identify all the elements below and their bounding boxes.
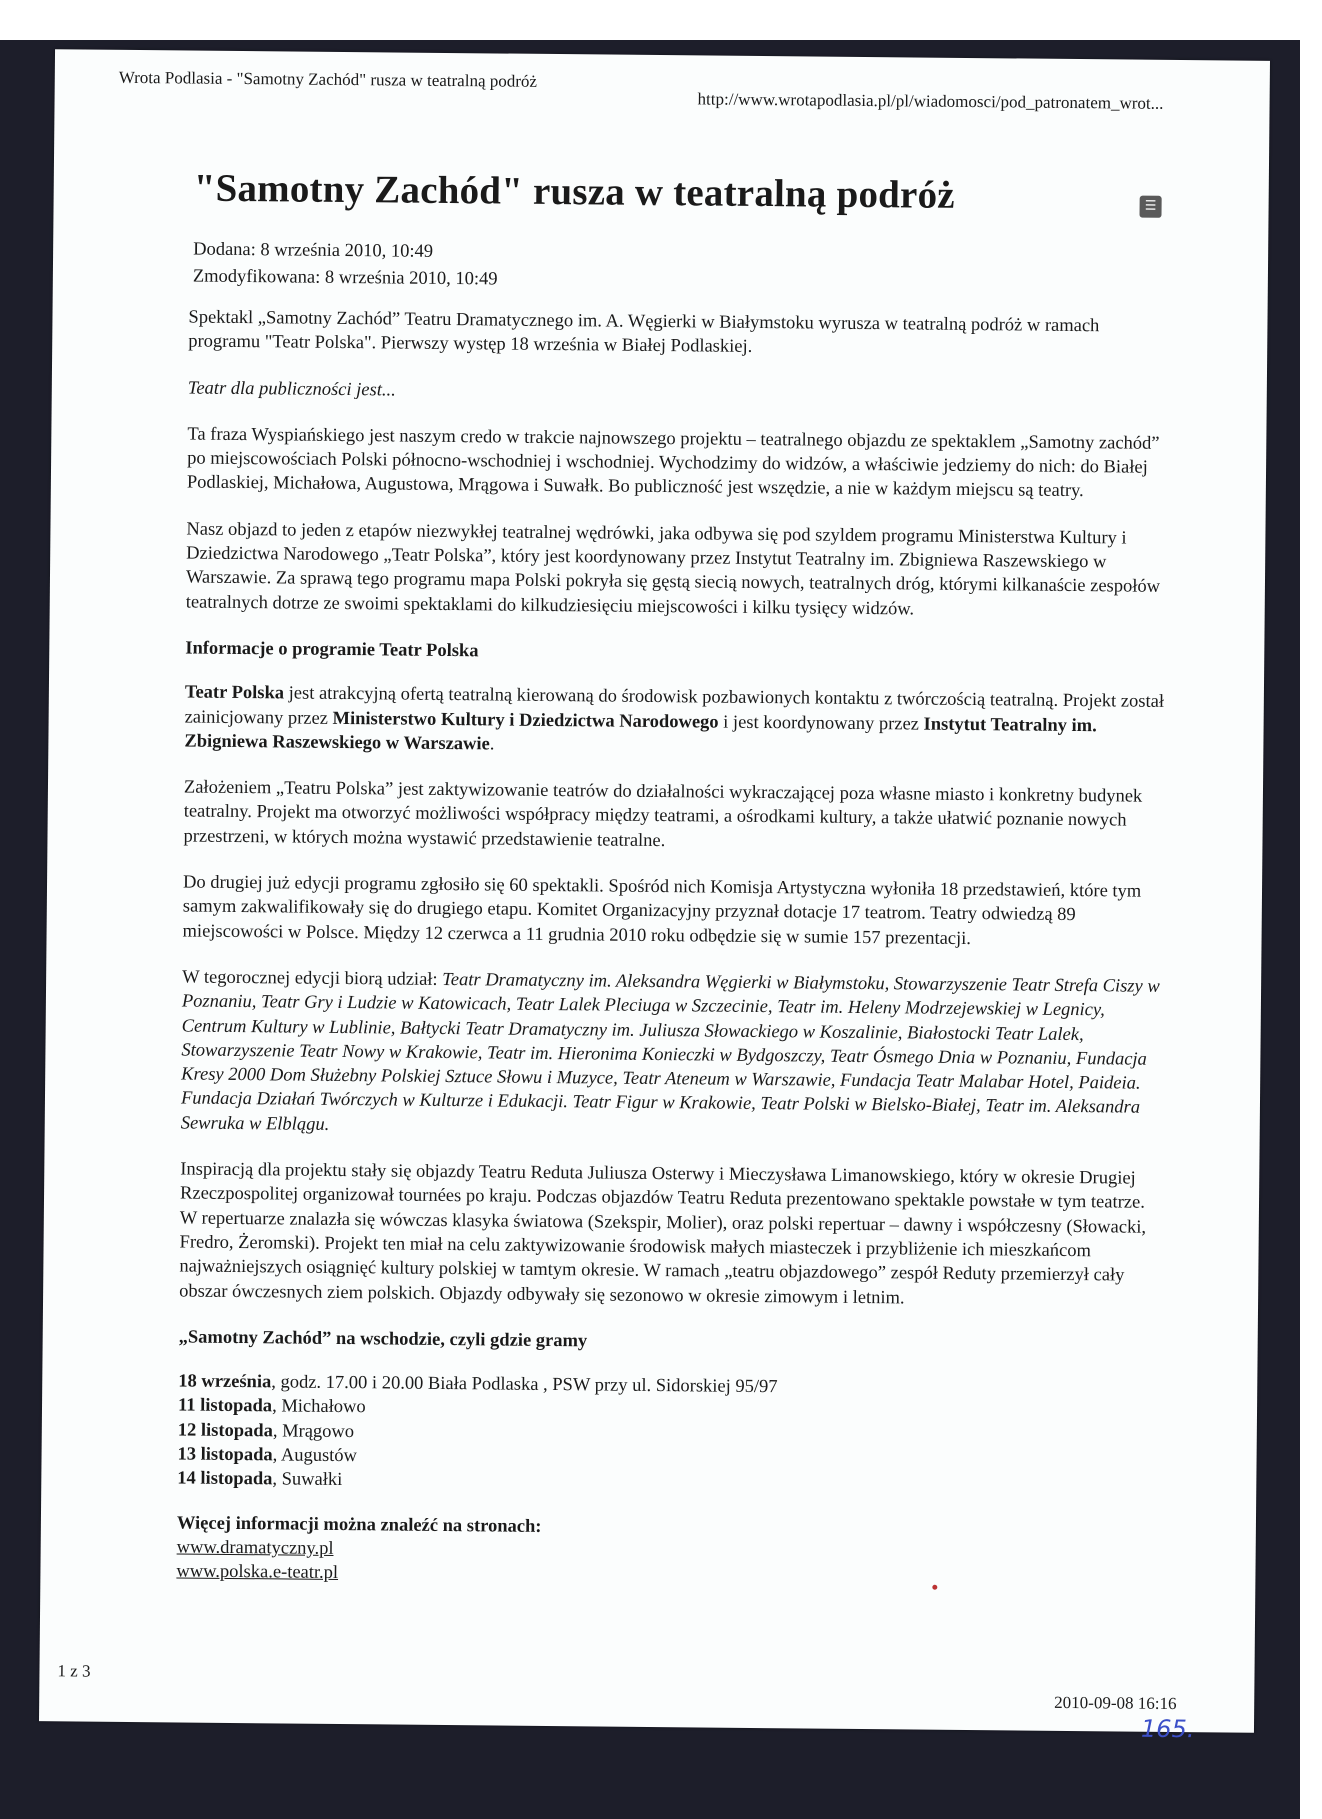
scanner-background-top xyxy=(0,0,1322,40)
date-added: Dodana: 8 września 2010, 10:49 xyxy=(193,239,434,262)
rss-icon: ☰ xyxy=(1139,196,1161,218)
paragraph-4: Założeniem „Teatru Polska” jest zaktywizowanie teatrów do działalności wykraczającej poza własne miasto i konkretny budynek teatralny. Projekt ma otworzyć możliwości współpracy między teatrami, a ośrodkami kultury, a także ułatwić poznanie nowych przestrzeni, w których można wystawić przedstawienie teatralne. xyxy=(183,777,1143,851)
paragraph-6: W tegorocznej edycji biorą udział: Teatr Dramatyczny im. Aleksandra Węgierki w Białymstoku, Stowarzyszenie Teatr Strefa Ciszy w Poznaniu, Teatr Gry i Ludzie w Katowicach, Teatr Lalek Pleciuga w Szczecinie, Teatr im. Heleny Modrzejewskiej w Legnicy, Centrum Kultury w Lublinie, Bałtycki Teatr Dramatyczny im. Juliusza Słowackiego w Koszalinie, Białostocki Teatr Lalek, Stowarzyszenie Teatr Nowy w Krakowie, Teatr im. Hieronima Konieczki w Bydgoszczy, Teatr Ósmego Dnia w Poznaniu, Fundacja Kresy 2000 Dom Służebny Polskiej Sztuce Słowu i Muzyce, Teatr Ateneum w Warszawie, Fundacja Teatr Malabar Hotel, Paideia. Fundacja Działań Twórczych w Kulturze i Edukacji. Teatr Figur w Krakowie, Teatr Polski w Bielsko-Białej, Teatr im. Aleksandra Sewruka w Elblągu. xyxy=(180,967,1160,1135)
section-heading-schedule: „Samotny Zachód” na wschodzie, czyli gdzie gramy xyxy=(178,1327,588,1352)
print-date: 2010-09-08 16:16 xyxy=(1054,1692,1177,1714)
schedule-list xyxy=(177,1370,1163,1501)
section-heading-program: Informacje o programie Teatr Polska xyxy=(185,638,479,662)
handwritten-number: 165. xyxy=(1140,1714,1195,1744)
article-title: "Samotny Zachód" rusza w teatralną podróż xyxy=(193,166,955,217)
date-modified: Zmodyfikowana: 8 września 2010, 10:49 xyxy=(192,266,498,290)
article-meta xyxy=(193,237,498,294)
more-info-heading: Więcej informacji można znaleźć na stronach: xyxy=(176,1513,542,1537)
schedule-item: 18 września, godz. 17.00 i 20.00 Biała Podlaska , PSW przy ul. Sidorskiej 95/97 xyxy=(178,1371,778,1398)
page-number: 1 z 3 xyxy=(57,1661,91,1681)
paragraph-3: Teatr Polska jest atrakcyjną ofertą teatralną kierowaną do środowisk pozbawionych kontaktu z twórczością teatralną. Projekt został zainicjowany przez Ministerstwo Kultury i Dziedzictwa Narodowego i jest koordynowany przez Instytut Teatralny im. Zbigniewa Raszewskiego w Warszawie. xyxy=(184,682,1165,755)
print-header-title: Wrota Podlasia - "Samotny Zachód" rusza w teatralną podróż xyxy=(118,67,538,91)
bold-ministry: Ministerstwo Kultury i Dziedzictwa Narodowego xyxy=(332,708,719,733)
paragraph-1: Ta fraza Wyspiańskiego jest naszym credo w trakcie najnowszego projektu – teatralnego objazdu ze spektaklem „Samotny zachód” po miejscowościach Polski północno-wschodniej i wschodniej. Wychodzimy do widzów, a właściwie jedziemy do nich: do Białej Podlaskiej, Michałowa, Augustowa, Mrągowa i Suwałk. Bo publiczność jest wszędzie, a nie w każdym miejscu są teatry. xyxy=(186,424,1160,502)
link-dramatyczny[interactable]: www.dramatyczny.pl xyxy=(176,1537,334,1559)
printed-page xyxy=(39,49,1270,1744)
schedule-item: 13 listopada, Augustów xyxy=(177,1444,358,1467)
bold-teatr-polska: Teatr Polska xyxy=(184,682,285,704)
link-e-teatr[interactable]: www.polska.e-teatr.pl xyxy=(176,1561,339,1584)
scanner-background-right xyxy=(1300,0,1322,1819)
ink-dot xyxy=(932,1585,937,1590)
bold-institute: Instytut Teatralny im. Zbigniewa Raszewskiego w Warszawie xyxy=(184,714,1097,755)
quote-line: Teatr dla publiczności jest... xyxy=(187,378,396,401)
schedule-item: 14 listopada, Suwałki xyxy=(177,1468,343,1491)
schedule-item: 12 listopada, Mrągowo xyxy=(177,1420,355,1442)
paragraph-2: Nasz objazd to jeden z etapów niezwykłej teatralnej wędrówki, jaka odbywa się pod szyldem programu Ministerstwa Kultury i Dziedzictwa Narodowego „Teatr Polska”, który jest koordynowany przez Instytut Teatralny im. Zbigniewa Raszewskiego w Warszawie. Za sprawą tego programu mapa Polski pokryła się gęstą siecią nowych, teatralnych dróg, którymi kilkanaście zespołów teatralnych dotrze ze swoimi spektaklami do kilkudziesięciu miejscowości i kilku tysięcy widzów. xyxy=(185,519,1161,620)
print-header-url: http://www.wrotapodlasia.pl/pl/wiadomosci/pod_patronatem_wrot... xyxy=(697,89,1164,113)
article-body xyxy=(176,306,1173,1594)
participants-list: Teatr Dramatyczny im. Aleksandra Węgierki w Białymstoku, Stowarzyszenie Teatr Strefa Ciszy w Poznaniu, Teatr Gry i Ludzie w Katowicach, Teatr Lalek Pleciuga w Szczecinie, Teatr im. Heleny Modrzejewskiej w Legnicy, Centrum Kultury w Lublinie, Bałtycki Teatr Dramatyczny im. Juliusza Słowackiego w Koszalinie, Białostocki Teatr Lalek, Stowarzyszenie Teatr Nowy w Krakowie, Teatr im. Hieronima Konieczki w Bydgoszczy, Teatr Ósmego Dnia w Poznaniu, Fundacja Kresy 2000 Dom Służebny Polskiej Sztuce Słowu i Muzyce, Teatr Ateneum w Warszawie, Fundacja Teatr Malabar Hotel, Paideia. Fundacja Działań Twórczych w Kulturze i Edukacji. Teatr Figur w Krakowie, Teatr Polski w Bielsko-Białej, Teatr im. Aleksandra Sewruka w Elblągu. xyxy=(180,969,1160,1135)
schedule-item: 11 listopada, Michałowo xyxy=(177,1395,366,1418)
intro-paragraph: Spektakl „Samotny Zachód” Teatru Dramatycznego im. A. Węgierki w Białymstoku wyrusza w teatralną podróż w ramach programu "Teatr Polska". Pierwszy występ 18 września w Białej Podlaskiej. xyxy=(188,307,1100,358)
links-list xyxy=(176,1535,1161,1593)
paragraph-5: Do drugiej już edycji programu zgłosiło się 60 spektakli. Spośród nich Komisja Artystyczna wyłoniła 18 przedstawień, które tym samym zakwalifikowały się do drugiego etapu. Komitet Organizacyjny przyznał dotacje 17 teatrom. Teatry odwiedzą 89 miejscowości w Polsce. Między 12 czerwca a 11 grudnia 2010 roku odbędzie się w sumie 157 prezentacji. xyxy=(182,872,1142,949)
paragraph-7: Inspiracją dla projektu stały się objazdy Teatru Reduta Juliusza Osterwy i Mieczysława Limanowskiego, który w okresie Drugiej Rzeczpospolitej organizował tournées po kraju. Podczas objazdów Teatru Reduta prezentowano spektakle powstałe w tym teatrze. W repertuarze znalazła się wówczas klasyka światowa (Szekspir, Molier), oraz polski repertuar – dawny i współczesny (Słowacki, Fredro, Żeromski). Projekt ten miał na celu zaktywizowanie środowisk małych miasteczek i przybliżenie ich mieszkańcom najważniejszych osiągnięć kultury polskiej w tamtym okresie. W ramach „teatru objazdowego” zespół Reduty przemierzył cały obszar ówczesnych ziem polskich. Objazdy odbywały się sezonowo w okresie zimowym i letnim. xyxy=(179,1159,1147,1308)
